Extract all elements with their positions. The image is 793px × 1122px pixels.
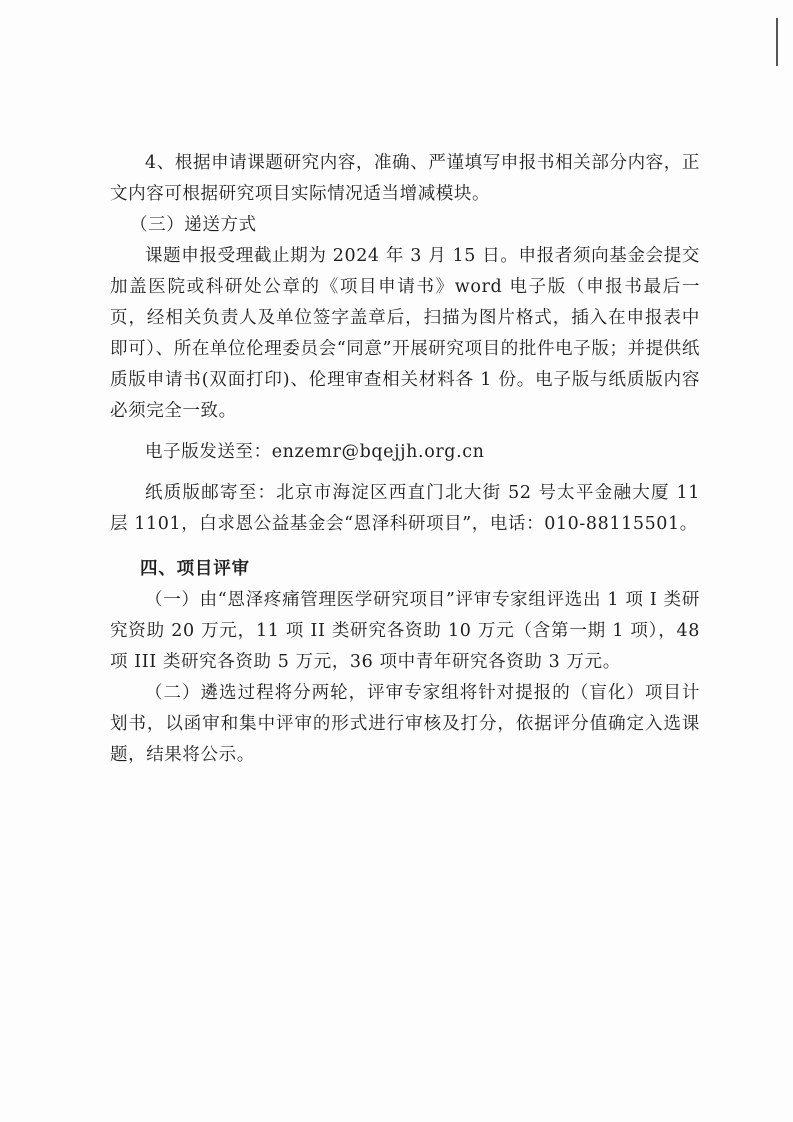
submission-deadline-paragraph: 课题申报受理截止期为 2024 年 3 月 15 日。申报者须向基金会提交加盖医院或科研处公章的《项目申请书》word 电子版（申报书最后一页，经相关负责人及单位签字盖章后，扫描为图片格式，插入在申报表中即可）、所在单位伦理委员会“同意”开展研究项目的批件电子版；并提供纸质版申请书(双面打印)、伦理审查相关材料各 1 份。电子版与纸质版内容必须完全一致。: [110, 246, 700, 421]
scan-edge-mark: [776, 18, 778, 66]
item-4-paragraph: 4、根据申请课题研究内容，准确、严谨填写申报书相关部分内容，正文内容可根据研究项目实际情况适当增减模块。: [110, 153, 700, 204]
review-item-1-paragraph: （一）由“恩泽疼痛管理医学研究项目”评审专家组评选出 1 项 I 类研究资助 20 万元，11 项 II 类研究各资助 10 万元（含第一期 1 项），48 项 III 类研究各资助 5 万元，36 项中青年研究各资助 3 万元。: [110, 590, 700, 672]
submission-method-heading: （三）递送方式: [130, 215, 257, 235]
project-review-heading: 四、项目评审: [140, 559, 250, 579]
electronic-send-line: 电子版发送至：enzemr@bqejjh.org.cn: [145, 442, 485, 462]
paper-mail-paragraph: 纸质版邮寄至：北京市海淀区西直门北大街 52 号太平金融大厦 11 层 1101，白求恩公益基金会“恩泽科研项目”，电话：010-88115501。: [110, 483, 700, 534]
review-item-2-paragraph: （二）遴选过程将分两轮，评审专家组将针对提报的（盲化）项目计划书，以函审和集中评审的形式进行审核及打分，依据评分值确定入选课题，结果将公示。: [110, 683, 700, 765]
document-body: [110, 148, 700, 771]
